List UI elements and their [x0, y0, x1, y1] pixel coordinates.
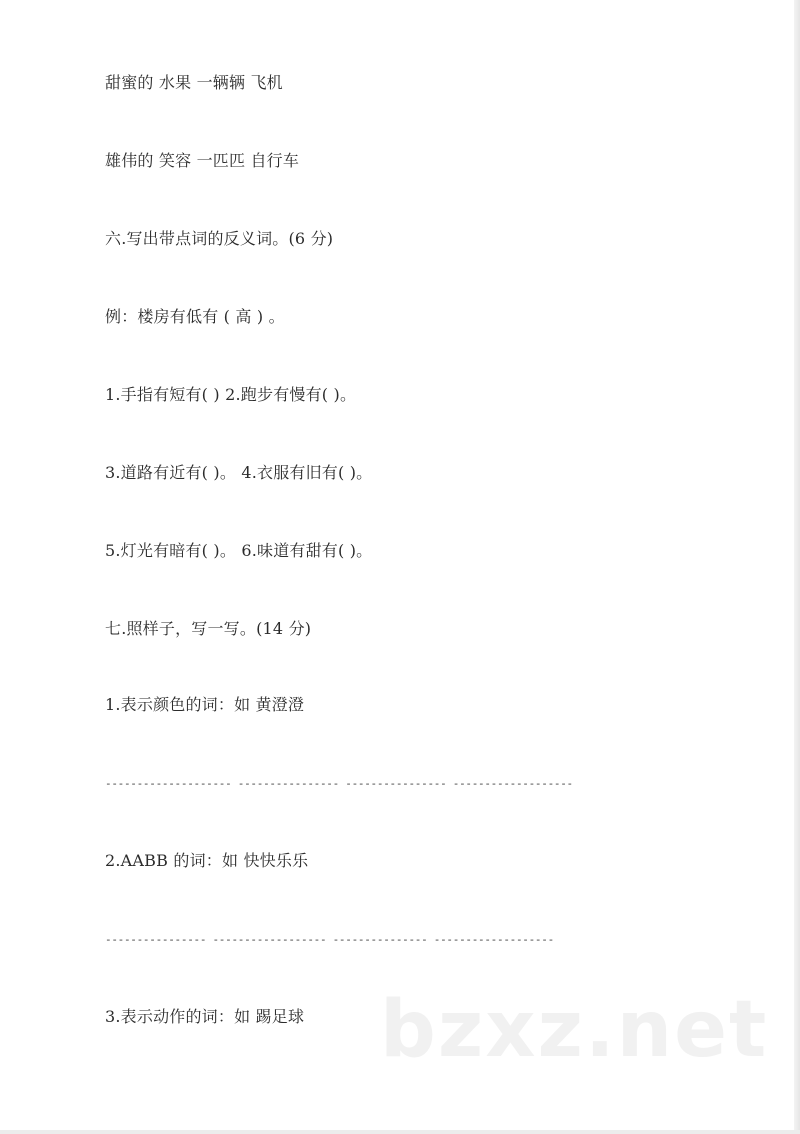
page-edge-right — [794, 0, 800, 1134]
task-actions: 3.表示动作的词：如 踢足球 — [105, 1007, 305, 1026]
task-colors: 1.表示颜色的词：如 黄澄澄 — [105, 695, 305, 714]
page-edge-bottom — [0, 1130, 800, 1134]
section-7-heading: 七.照样子，写一写。(14 分) — [105, 619, 312, 638]
answer-blank-line-1: -------------------- ---------------- ---------------- ------------------- — [105, 777, 573, 790]
section-6-heading: 六.写出带点词的反义词。(6 分) — [105, 229, 334, 248]
task-aabb: 2.AABB 的词：如 快快乐乐 — [105, 851, 309, 870]
question-line-1: 1.手指有短有( ) 2.跑步有慢有( )。 — [105, 385, 357, 404]
question-line-2: 3.道路有近有( )。 4.衣服有旧有( )。 — [105, 463, 373, 482]
question-line-3: 5.灯光有暗有( )。 6.味道有甜有( )。 — [105, 541, 373, 560]
watermark-logo: bzxz.net — [380, 985, 769, 1075]
matching-row-1: 甜蜜的 水果 一辆辆 飞机 — [105, 73, 283, 92]
answer-blank-line-2: ---------------- ------------------ --------------- ------------------- — [105, 933, 554, 946]
example-line: 例：楼房有低有 ( 高 ) 。 — [105, 307, 285, 326]
matching-row-2: 雄伟的 笑容 一匹匹 自行车 — [105, 151, 300, 170]
